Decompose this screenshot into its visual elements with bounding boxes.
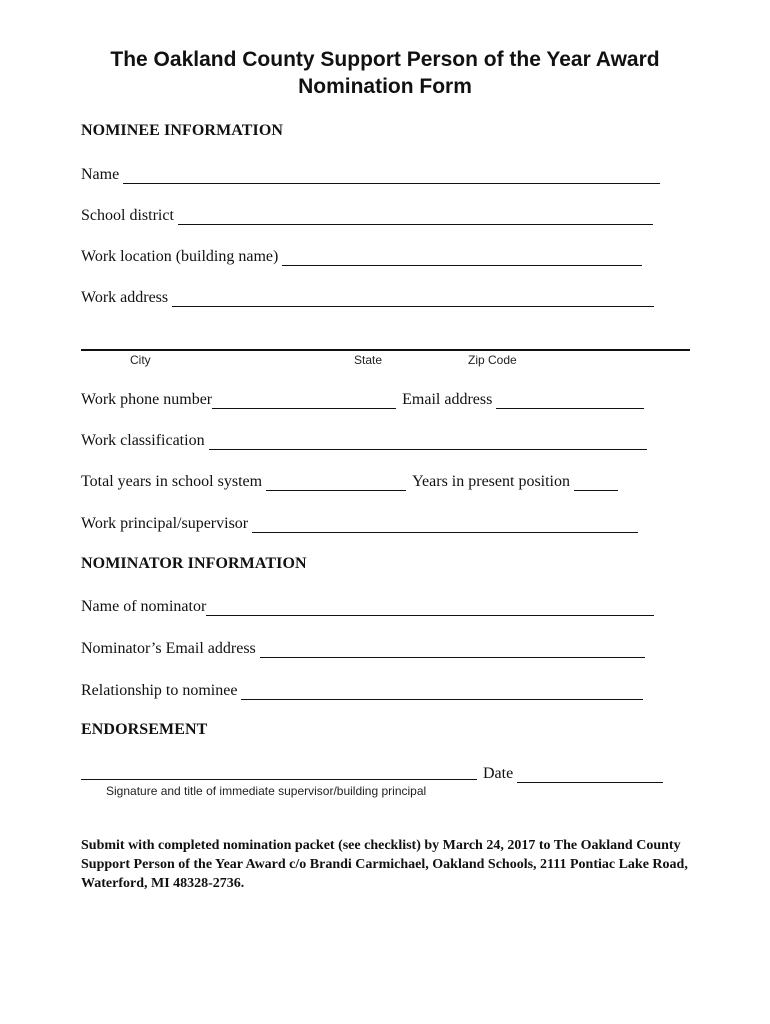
school-district-field[interactable] <box>81 205 653 225</box>
nominator-email-field[interactable] <box>81 638 645 658</box>
state-caption: State <box>354 353 383 367</box>
work-phone-label: Work phone number <box>81 391 213 408</box>
email-label: Email address <box>402 391 493 408</box>
email-line[interactable] <box>496 393 644 409</box>
date-line[interactable] <box>517 767 663 783</box>
work-location-field[interactable] <box>81 246 642 266</box>
principal-line[interactable] <box>252 517 638 533</box>
work-classification-line[interactable] <box>209 434 647 450</box>
signature-caption: Signature and title of immediate supervisor/building principal <box>106 784 427 798</box>
work-address-field[interactable] <box>81 287 654 307</box>
years-row <box>81 471 618 491</box>
school-district-label: School district <box>81 207 174 224</box>
nominator-name-field[interactable] <box>81 596 654 616</box>
work-phone-line[interactable] <box>212 393 396 409</box>
principal-field[interactable] <box>81 513 638 533</box>
school-district-line[interactable] <box>178 209 653 225</box>
years-present-label: Years in present position <box>412 473 570 490</box>
relationship-line[interactable] <box>241 684 643 700</box>
work-classification-field[interactable] <box>81 430 647 450</box>
work-classification-label: Work classification <box>81 432 205 449</box>
nominee-section-heading: NOMINEE INFORMATION <box>81 122 284 139</box>
endorsement-section-heading: ENDORSEMENT <box>81 721 208 738</box>
city-caption: City <box>130 353 151 367</box>
nominator-section-heading: NOMINATOR INFORMATION <box>81 555 307 572</box>
relationship-field[interactable] <box>81 680 643 700</box>
nominator-email-line[interactable] <box>260 642 645 658</box>
form-title-line-2: Nomination Form <box>298 75 472 98</box>
phone-email-row <box>81 389 644 409</box>
form-title <box>60 46 710 100</box>
total-years-line[interactable] <box>266 475 406 491</box>
city-state-zip-line[interactable] <box>81 349 690 351</box>
date-field[interactable] <box>483 763 663 783</box>
nominator-name-label: Name of nominator <box>81 598 207 615</box>
relationship-label: Relationship to nominee <box>81 682 238 699</box>
submission-instructions: Submit with completed nomination packet (see checklist) by March 24, 2017 to The Oakland County Support Person of the Year Award c/o Brandi Carmichael, Oakland Schools, 2111 Pontiac Lake Road, Waterford, MI 48328-2736. <box>81 838 688 891</box>
nominee-name-label: Name <box>81 166 120 183</box>
nominee-name-field[interactable] <box>81 164 660 184</box>
nominee-name-line[interactable] <box>123 168 660 184</box>
signature-line[interactable] <box>81 778 477 780</box>
zip-code-caption: Zip Code <box>468 353 517 367</box>
principal-label: Work principal/supervisor <box>81 515 249 532</box>
years-present-line[interactable] <box>574 475 618 491</box>
form-title-line-1: The Oakland County Support Person of the Year Award <box>110 48 660 71</box>
nominator-email-label: Nominator’s Email address <box>81 640 256 657</box>
nominator-name-line[interactable] <box>206 600 654 616</box>
date-label: Date <box>483 765 514 782</box>
work-address-label: Work address <box>81 289 169 306</box>
work-address-line[interactable] <box>172 291 654 307</box>
work-location-label: Work location (building name) <box>81 248 279 265</box>
total-years-label: Total years in school system <box>81 473 263 490</box>
work-location-line[interactable] <box>282 250 642 266</box>
